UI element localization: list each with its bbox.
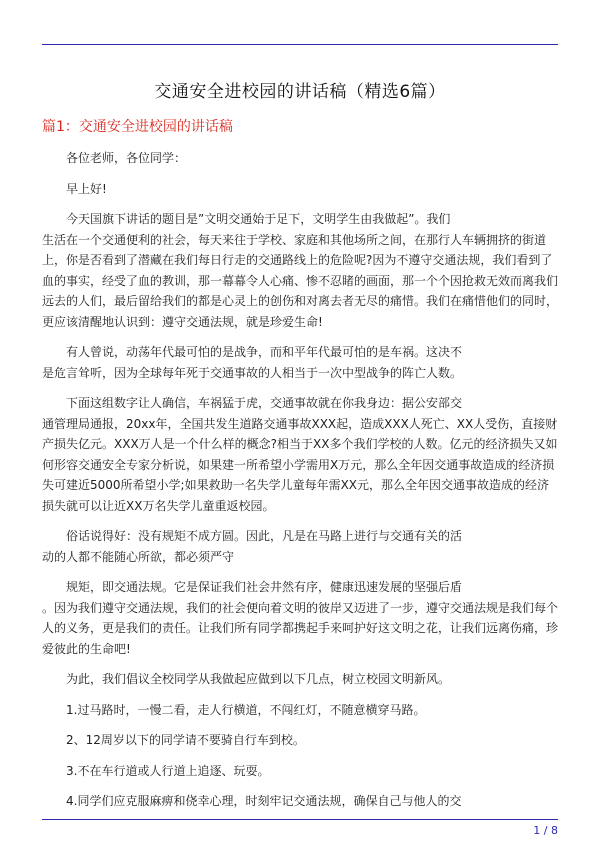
paragraph-first-line: 2、12周岁以下的同学请不要骑自行车到校。 bbox=[66, 733, 305, 747]
paragraph bbox=[42, 526, 558, 567]
paragraph-first-line: 有人曾说，动荡年代最可怕的是战争，而和平年代最可怕的是车祸。这决不 bbox=[66, 345, 463, 359]
paragraph bbox=[42, 342, 558, 383]
list-item bbox=[42, 761, 558, 782]
paragraph-first-line: 4.同学们应克服麻痹和侥幸心理，时刻牢记交通法规，确保自己与他人的交 bbox=[66, 794, 462, 808]
paragraph-first-line: 规矩，即交通法规。它是保证我们社会井然有序，健康迅速发展的坚强后盾 bbox=[66, 580, 463, 594]
paragraph-body: 动的人都不能随心所欲，都必须严守 bbox=[42, 549, 235, 564]
paragraph bbox=[42, 393, 558, 516]
paragraph-first-line: 各位老师，各位同学： bbox=[66, 151, 187, 165]
paragraph-body: 通管理局通报，20xx年，全国共发生道路交通事故XXX起，造成XXX人死亡、XX人受伤，直接财产损失亿元。XXX万人是一个什么样的概念?相当于XX多个我们学校的人数。亿元的经济损失又如何形容交通安全专家分析说，如果建一所希望小学需用X万元，那么全年因交通事故造成的经济损失可建近5000所希望小学;如果救助一名失学儿童每年需XX元，那么全年因交通事故造成的经济损失就可以让近XX万名失学儿童重返校园。 bbox=[42, 416, 558, 513]
paragraph bbox=[42, 179, 558, 200]
paragraph-body: 生活在一个交通便利的社会，每天来往于学校、家庭和其他场所之间，在那行人车辆拥挤的街道上，你是否看到了潜藏在我们每日行走的交通路线上的危险呢?因为不遵守交通法规，我们看到了血的事实，经受了血的教训，那一幕幕令人心痛、惨不忍睹的画面，那一个个因抢救无效而离我们远去的人们，最后留给我们的都是心灵上的创伤和对离去者无尽的痛惜。我们在痛惜他们的同时，更应该清醒地认识到：遵守交通法规，就是珍爱生命! bbox=[42, 232, 559, 329]
paragraph-first-line: 为此，我们倡议全校同学从我做起应做到以下几点，树立校园文明新风。 bbox=[66, 672, 451, 686]
list-item bbox=[42, 730, 558, 751]
paragraph-first-line: 3.不在车行道或人行道上追逐、玩耍。 bbox=[66, 763, 270, 778]
paragraph bbox=[42, 148, 558, 169]
paragraph-first-line: 俗话说得好：没有规矩不成方圆。因此，凡是在马路上进行与交通有关的活 bbox=[66, 529, 463, 543]
page-number: 1 / 8 bbox=[533, 824, 558, 837]
paragraph-first-line: 1.过马路时，一慢二看，走人行横道，不闯红灯，不随意横穿马路。 bbox=[66, 702, 426, 717]
paragraph bbox=[42, 209, 558, 332]
list-item bbox=[42, 700, 558, 721]
list-item bbox=[42, 791, 558, 812]
paragraph-first-line: 今天国旗下讲话的题目是”文明交通始于足下，文明学生由我做起”。我们 bbox=[66, 212, 451, 226]
paragraph-first-line: 早上好! bbox=[66, 181, 107, 196]
header-rule bbox=[42, 44, 558, 45]
paragraph bbox=[42, 669, 558, 690]
document-title: 交通安全进校园的讲话稿（精选6篇） bbox=[154, 82, 446, 102]
paragraph-body: 。因为我们遵守交通法规，我们的社会便向着文明的彼岸又迈进了一步，遵守交通法规是我们每个人的义务，更是我们的责任。让我们所有同学都携起手来呵护好这文明之花，让我们远离伤痛，珍爱彼此的生命吧! bbox=[42, 600, 559, 656]
paragraph-body: 是危言耸听，因为全球每年死于交通事故的人相当于一次中型战争的阵亡人数。 bbox=[42, 365, 463, 380]
document-body bbox=[42, 148, 558, 822]
section-title: 篇1：交通安全进校园的讲话稿 bbox=[42, 119, 233, 135]
paragraph-first-line: 下面这组数字让人确信，车祸猛于虎，交通事故就在你我身边：据公安部交 bbox=[66, 396, 463, 410]
paragraph bbox=[42, 577, 558, 659]
footer-rule bbox=[42, 819, 558, 820]
